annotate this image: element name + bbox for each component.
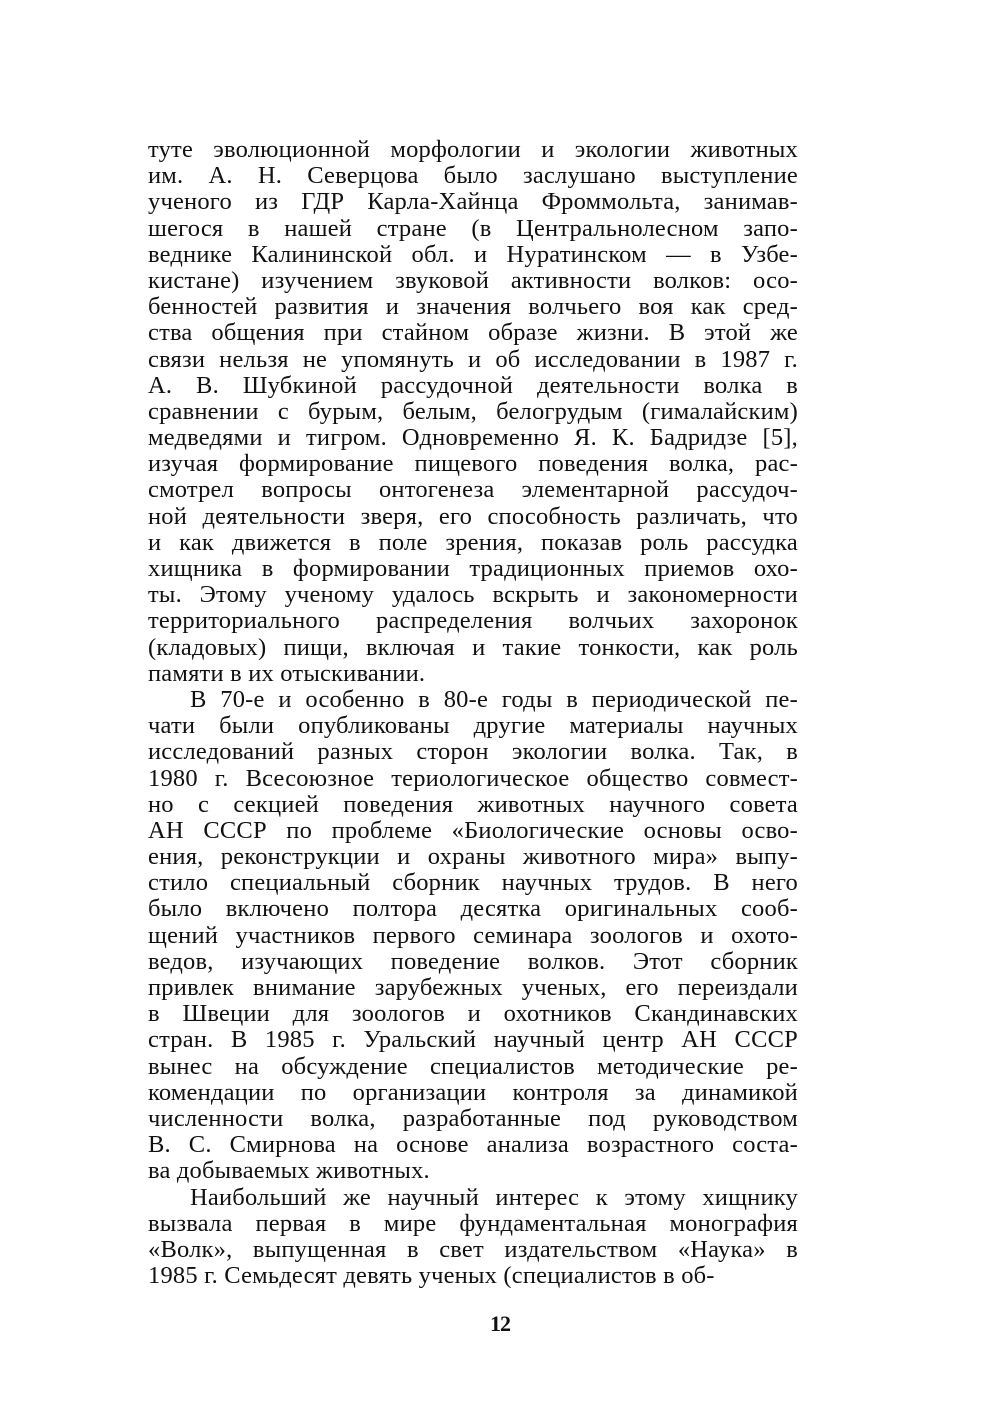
text-line: ной деятельности зверя, его способность различать, что xyxy=(148,502,798,530)
text-line: щений участников первого семинара зоологов и охото- xyxy=(148,921,798,949)
text-line: вынес на обсуждение специалистов методические ре- xyxy=(148,1052,798,1080)
paragraph xyxy=(148,1185,798,1290)
text-line: памяти в их отыскивании. xyxy=(148,659,426,687)
text-line: ты. Этому ученому удалось вскрыть и закономерности xyxy=(148,581,798,609)
text-line: исследований разных сторон экологии волка. Так, в xyxy=(148,738,798,766)
text-line: но с секцией поведения животных научного совета xyxy=(148,790,798,818)
text-line: А. В. Шубкиной рассудочной деятельности волка в xyxy=(148,371,798,399)
text-line: «Волк», выпущенная в свет издательством «Наука» в xyxy=(148,1235,798,1263)
text-line: ства общения при стайном образе жизни. В этой же xyxy=(148,319,798,347)
text-line: шегося в нашей стране (в Центральнолесном запо- xyxy=(148,214,798,242)
body-text xyxy=(148,137,798,1289)
text-line: комендации по организации контроля за динамикой xyxy=(148,1078,798,1106)
text-line: чати были опубликованы другие материалы научных xyxy=(148,712,798,740)
text-line: стило специальный сборник научных трудов. В него xyxy=(148,869,798,897)
text-line: сравнении с бурым, белым, белогрудым (гималайским) xyxy=(148,397,798,425)
text-line: им. А. Н. Северцова было заслушано выступление xyxy=(148,162,798,190)
text-line: стран. В 1985 г. Уральский научный центр АН СССР xyxy=(148,1026,798,1054)
text-line: бенностей развития и значения волчьего воя как сред- xyxy=(148,293,798,321)
text-line: ения, реконструкции и охраны животного мира» выпу- xyxy=(148,843,798,871)
text-line: было включено полтора десятка оригинальных сооб- xyxy=(148,895,798,923)
text-line: 1985 г. Семьдесят девять ученых (специалистов в об- xyxy=(148,1262,715,1290)
text-line: (кладовых) пищи, включая и такие тонкости, как роль xyxy=(148,633,798,661)
text-line: веднике Калининской обл. и Нуратинском — в Узбе- xyxy=(148,240,798,268)
text-line: В 70-е и особенно в 80-е годы в периодической пе- xyxy=(190,685,798,713)
text-line: привлек внимание зарубежных ученых, его переиздали xyxy=(148,974,798,1001)
text-line: ва добываемых животных. xyxy=(148,1157,430,1185)
text-line: хищника в формировании традиционных приемов охо- xyxy=(148,555,798,582)
text-line: смотрел вопросы онтогенеза элементарной рассудоч- xyxy=(148,476,798,504)
text-line: В. С. Смирнова на основе анализа возрастного соста- xyxy=(148,1131,798,1159)
text-line: 1980 г. Всесоюзное териологическое общество совмест- xyxy=(148,764,798,792)
page-number: 12 xyxy=(490,1311,510,1336)
text-line: численности волка, разработанные под руководством xyxy=(148,1104,798,1132)
text-line: вызвала первая в мире фундаментальная монография xyxy=(148,1209,798,1237)
text-line: медведями и тигром. Одновременно Я. К. Бадридзе [5], xyxy=(148,424,798,452)
text-line: кистане) изучением звуковой активности волков: осо- xyxy=(148,266,798,294)
paragraph xyxy=(148,137,798,687)
paragraph xyxy=(148,687,798,1185)
text-line: ведов, изучающих поведение волков. Этот сборник xyxy=(148,947,798,975)
text-line: территориального распределения волчьих захоронок xyxy=(148,607,798,635)
text-line: АН СССР по проблеме «Биологические основы осво- xyxy=(148,816,798,844)
text-line: в Швеции для зоологов и охотников Скандинавских xyxy=(148,1000,798,1028)
text-line: изучая формирование пищевого поведения волка, рас- xyxy=(148,450,798,478)
text-line: связи нельзя не упомянуть и об исследовании в 1987 г. xyxy=(148,345,798,373)
text-line: туте эволюционной морфологии и экологии животных xyxy=(148,136,798,163)
text-line: и как движется в поле зрения, показав роль рассудка xyxy=(148,528,798,556)
text-line: ученого из ГДР Карла-Хайнца Фроммольта, занимав- xyxy=(148,188,798,216)
text-line: Наибольший же научный интерес к этому хищнику xyxy=(190,1183,798,1211)
